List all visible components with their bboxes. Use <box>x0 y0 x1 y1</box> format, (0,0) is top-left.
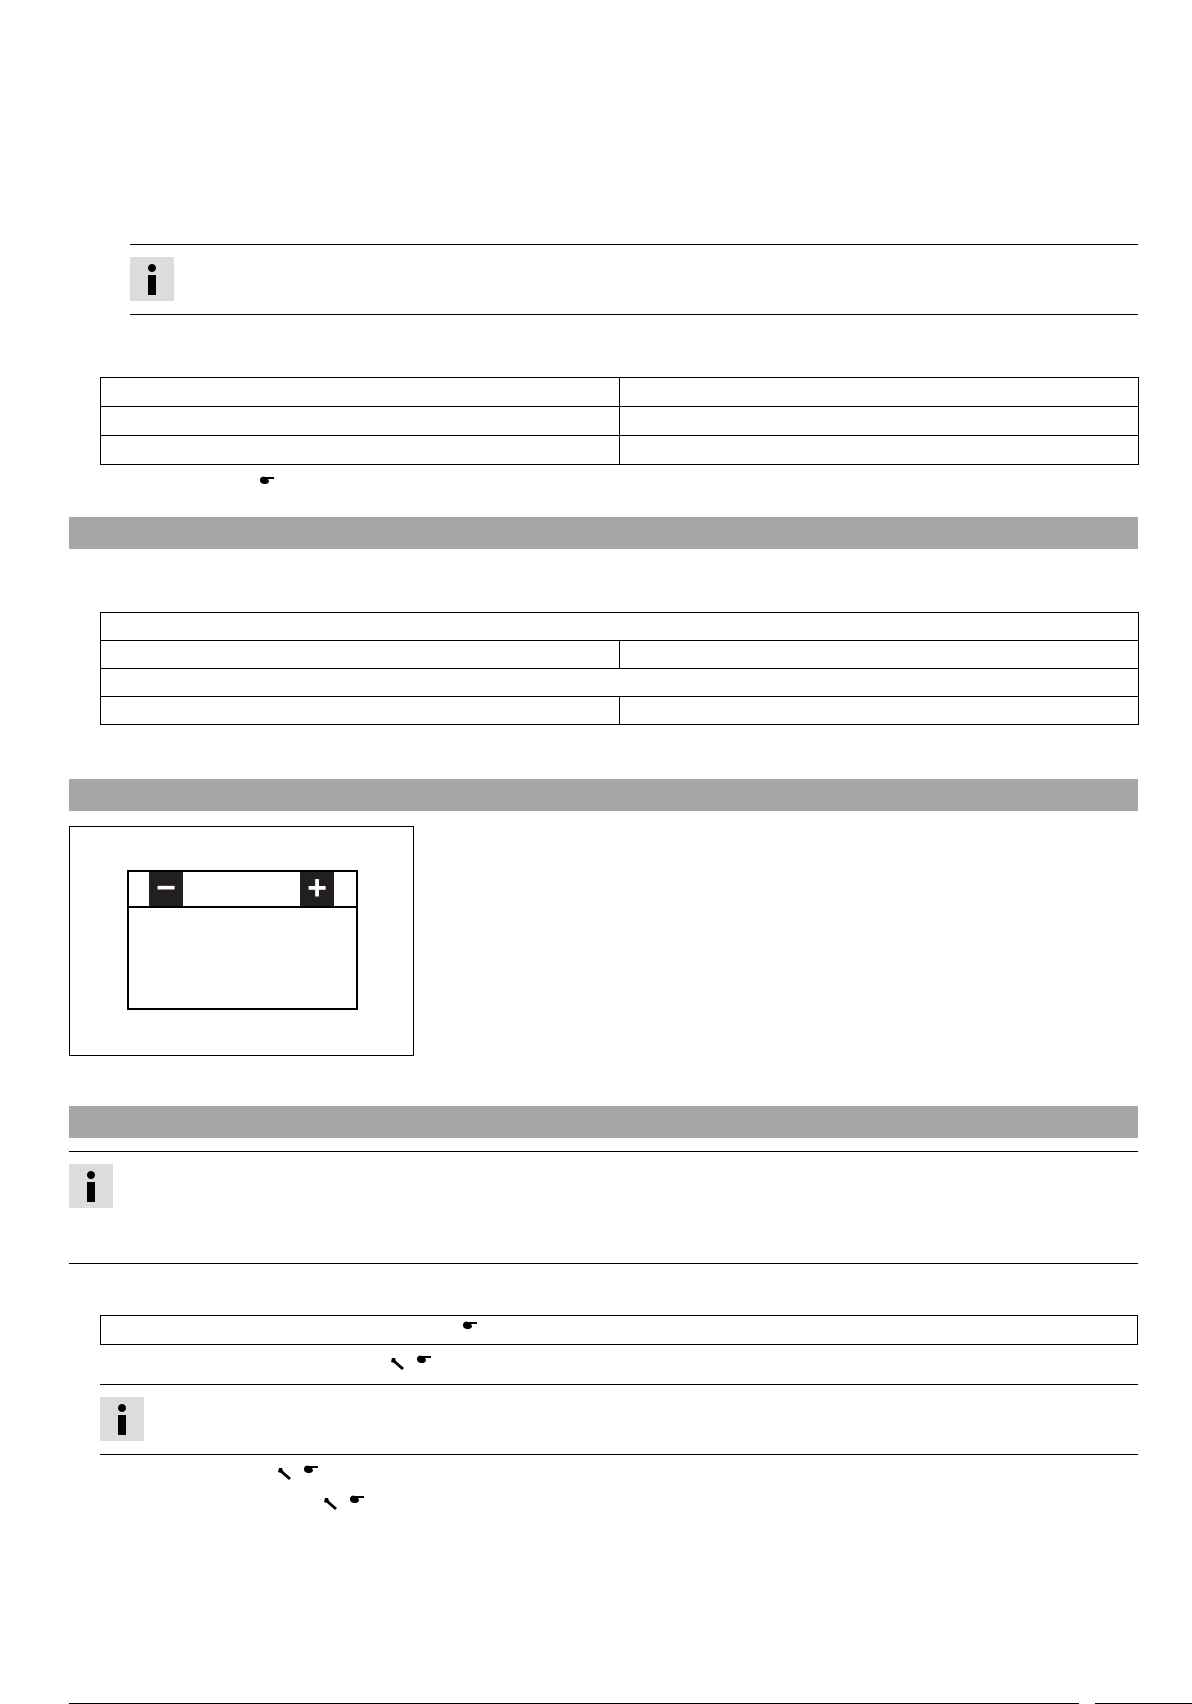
info-icon <box>100 1397 144 1441</box>
plus-terminal-icon: + <box>300 872 334 906</box>
table-cell <box>101 641 620 669</box>
note-bottom-rule <box>130 314 1138 315</box>
table-cell <box>620 436 1139 465</box>
note-top-rule <box>100 1384 1138 1385</box>
table-row <box>101 641 1139 669</box>
pointing-hand-icon <box>303 1464 319 1474</box>
table-cell <box>620 641 1139 669</box>
table-cell <box>101 436 620 465</box>
table-cell <box>101 378 620 407</box>
pointing-hand-icon <box>349 1494 365 1504</box>
note-top-rule <box>69 1151 1138 1152</box>
info-icon <box>130 257 174 301</box>
bordered-row <box>100 1315 1138 1345</box>
pointing-hand-icon <box>416 1354 432 1364</box>
table-cell <box>620 378 1139 407</box>
note-top-rule <box>130 244 1138 245</box>
table-cell <box>101 669 1139 697</box>
table-row <box>101 407 1139 436</box>
table-cell <box>101 697 620 725</box>
table-row <box>101 697 1139 725</box>
wrench-icon <box>277 1465 293 1481</box>
table-row <box>101 669 1139 697</box>
info-icon <box>69 1164 113 1208</box>
table-row <box>101 378 1139 407</box>
wrench-icon <box>390 1355 406 1371</box>
table-row <box>101 613 1139 641</box>
table-cell <box>620 697 1139 725</box>
pointing-hand-icon <box>462 1320 478 1330</box>
wrench-icon <box>323 1495 339 1511</box>
table-row <box>101 436 1139 465</box>
table-cell <box>101 407 620 436</box>
pointing-hand-icon <box>259 475 275 485</box>
section-heading-bar <box>69 779 1138 811</box>
section-heading-bar <box>69 1106 1138 1138</box>
table-cell <box>620 407 1139 436</box>
minus-terminal-icon: − <box>149 872 183 906</box>
table-cell <box>101 613 1139 641</box>
note-bottom-rule <box>69 1263 1138 1264</box>
section-heading-bar <box>69 517 1138 549</box>
note-bottom-rule <box>100 1454 1138 1455</box>
spec-table-1 <box>100 377 1139 465</box>
spec-table-2 <box>100 612 1139 725</box>
